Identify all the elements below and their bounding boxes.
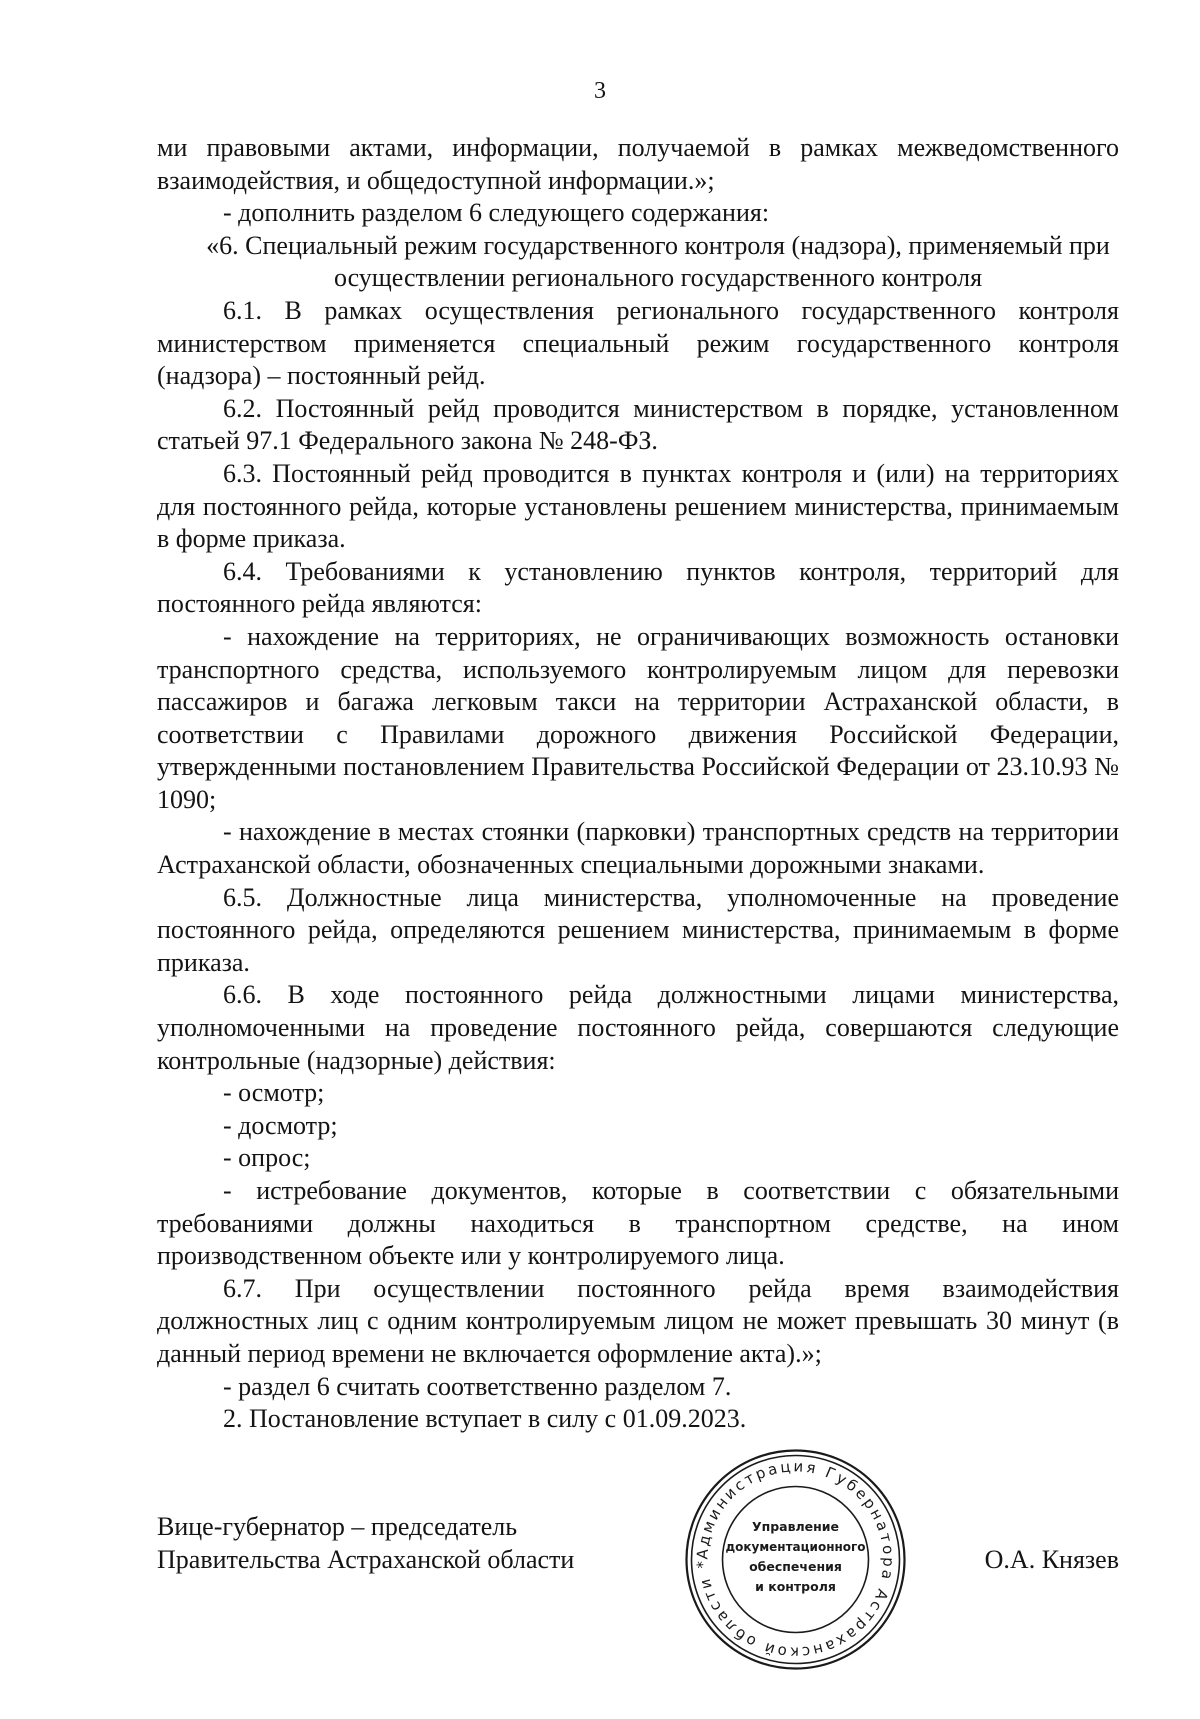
paragraph-6-6: 6.6. В ходе постоянного рейда должностными лицами министерства, уполномоченными на проведение постоянного рейда, совершаются следующие контрольные (надзорные) действия:	[157, 980, 1119, 1075]
paragraph-effective-date: 2. Постановление вступает в силу с 01.09.2023.	[223, 1404, 747, 1434]
paragraph-6-3: 6.3. Постоянный рейд проводится в пунктах контроля и (или) на территориях для постоянного рейда, которые установлены решением министерства, принимаемым в форме приказа.	[157, 458, 1119, 554]
signatory-name: О.А. Князев	[984, 1545, 1119, 1574]
signatory-position-line2: Правительства Астраханской области	[157, 1545, 575, 1574]
list-item-search: - досмотр;	[223, 1110, 338, 1140]
seal-inner-line-2: документационного	[725, 1540, 866, 1554]
list-item-documents: - истребование документов, которые в соответствии с обязательными требованиями должны находиться в транспортном средстве, на ином производственном объекте или у контролируемого лица.	[157, 1176, 1119, 1271]
paragraph-6-2: 6.2. Постоянный рейд проводится министерством в порядке, установленном статьей 97.1 Федерального закона № 248-ФЗ.	[157, 393, 1119, 456]
section-6-heading: «6. Специальный режим государственного контроля (надзора), применяемый при осуществлении регионального государственного контроля	[206, 230, 1110, 293]
seal-stamp-icon	[683, 1447, 908, 1672]
paragraph-amend-intro: - дополнить разделом 6 следующего содержания:	[223, 198, 770, 228]
seal-inner-line-1: Управление	[751, 1519, 840, 1534]
official-seal	[683, 1447, 908, 1672]
list-item-inspection: - осмотр;	[223, 1078, 325, 1108]
page-number: 3	[594, 78, 606, 104]
seal-inner-line-3: обеспечения	[749, 1559, 842, 1574]
seal-inner-line-4: и контроля	[755, 1579, 836, 1594]
paragraph-continuation: ми правовыми актами, информации, получаемой в рамках межведомственного взаимодействия, и общедоступной информации.»;	[157, 133, 1119, 195]
paragraph-6-1: 6.1. В рамках осуществления регионального государственного контроля министерством применяется специальный режим государственного контроля (надзора) – постоянный рейд.	[157, 295, 1119, 391]
paragraph-renumber: - раздел 6 считать соответственно разделом 7.	[223, 1371, 732, 1401]
paragraph-6-7: 6.7. При осуществлении постоянного рейда время взаимодействия должностных лиц с одним контролируемым лицом не может превышать 30 минут (в данный период времени не включается оформление акта).»;	[157, 1273, 1119, 1368]
signatory-position	[157, 1510, 574, 1576]
seal-outer-text: Администрация Губернатора Астраханской области *	[693, 1457, 898, 1662]
paragraph-6-5: 6.5. Должностные лица министерства, уполномоченные на проведение постоянного рейда, определяются решением министерства, принимаемым в форме приказа.	[157, 882, 1119, 977]
list-item-parking: - нахождение в местах стоянки (парковки) транспортных средств на территории Астраханской области, обозначенных специальными дорожными знаками.	[157, 817, 1119, 880]
signatory-position-line1: Вице-губернатор – председатель	[157, 1512, 518, 1541]
paragraph-6-4: 6.4. Требованиями к установлению пунктов контроля, территорий для постоянного рейда являются:	[157, 556, 1119, 619]
list-item-territories: - нахождение на территориях, не ограничивающих возможность остановки транспортного средства, используемого контролируемым лицом для перевозки пассажиров и багажа легковым такси на территории Астраханской области, в соответствии с Правилами дорожного движения Российской Федерации, утвержденными постановлением Правительства Российской Федерации от 23.10.93 № 1090;	[157, 621, 1119, 814]
document-body	[157, 132, 1119, 1436]
list-item-survey: - опрос;	[223, 1143, 311, 1173]
